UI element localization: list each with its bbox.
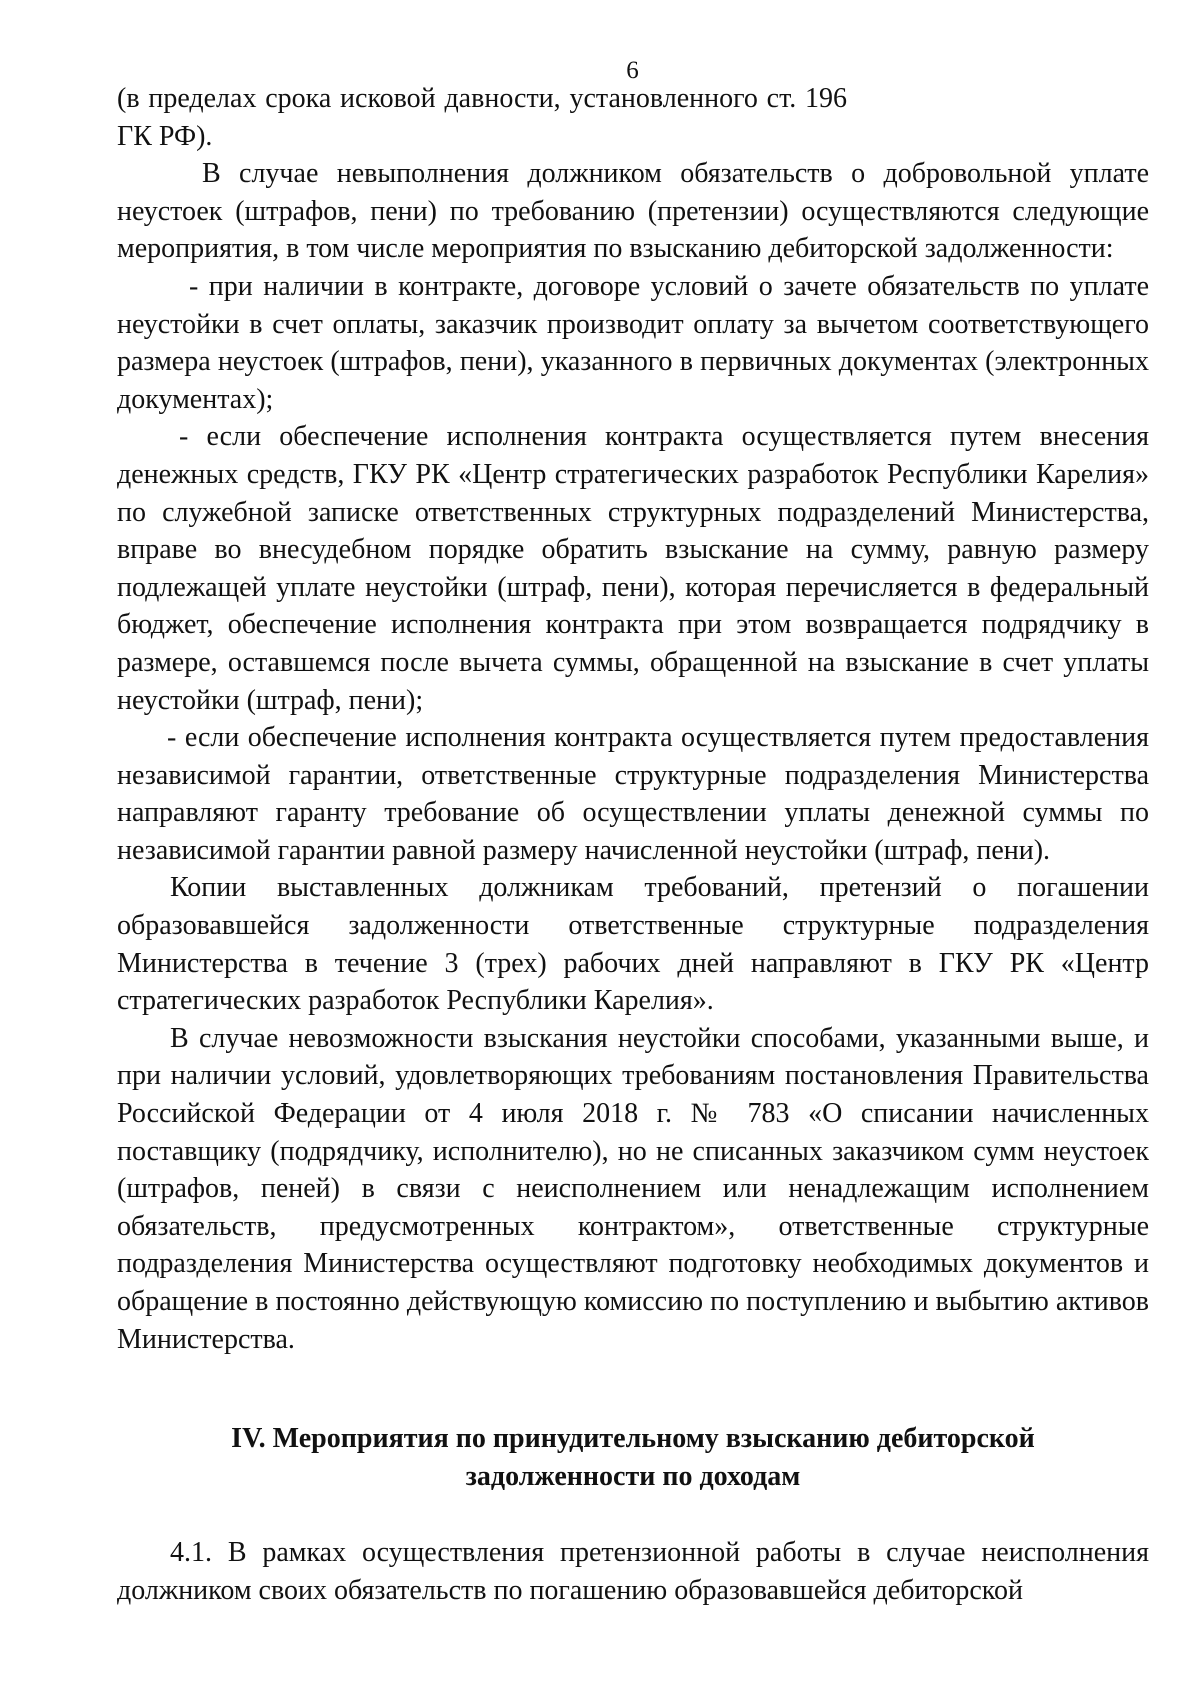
page-number: 6	[626, 57, 639, 84]
paragraph-continuation: (в пределах срока исковой давности, установленного ст. 196 ГК РФ).	[117, 83, 847, 152]
paragraph-cash-security-bullet: - если обеспечение исполнения контракта осуществляется путем внесения денежных средств, ГКУ РК «Центр стратегических разработок Республики Карелия» по служебной записке ответственных структурных подразделений Министерства, вправе во внесудебном порядке обратить взыскание на сумму, равную размеру подлежащей уплате неустойки (штраф, пени), которая перечисляется в федеральный бюджет, обеспечение исполнения контракта при этом возвращается подрядчику в размере, оставшемся после вычета суммы, обращенной на взыскание в счет уплаты неустойки (штраф, пени);	[117, 421, 1149, 716]
paragraph-4-1: 4.1. В рамках осуществления претензионной работы в случае неисполнения должником своих обязательств по погашению образовавшейся дебиторской	[117, 1537, 1149, 1606]
page-body	[117, 80, 1149, 1358]
paragraph-guarantee-bullet: - если обеспечение исполнения контракта осуществляется путем предоставления независимой гарантии, ответственные структурные подразделения Министерства направляют гаранту требование об осуществлении уплаты денежной суммы по независимой гарантии равной размеру начисленной неустойки (штраф, пени).	[117, 722, 1149, 866]
section-heading-line-1: IV. Мероприятия по принудительному взысканию дебиторской	[231, 1423, 1035, 1454]
section-heading-line-2: задолженности по доходам	[465, 1460, 801, 1492]
paragraph-failure-case: В случае невыполнения должником обязательств о добровольной уплате неустоек (штрафов, пени) по требованию (претензии) осуществляются следующие мероприятия, в том числе мероприятия по взысканию дебиторской задолженности:	[117, 158, 1149, 265]
paragraph-write-off: В случае невозможности взыскания неустойки способами, указанными выше, и при наличии условий, удовлетворяющих требованиям постановления Правительства Российской Федерации от 4 июля 2018 г. № 783 «О списании начисленных поставщику (подрядчику, исполнителю), но не списанных заказчиком сумм неустоек (штрафов, пеней) в связи с неисполнением или ненадлежащим исполнением обязательств, предусмотренных контрактом», ответственные структурные подразделения Министерства осуществляют подготовку необходимых документов и обращение в постоянно действующую комиссию по поступлению и выбытию активов Министерства.	[117, 1022, 1149, 1355]
section-4-1	[117, 1534, 1149, 1609]
paragraph-offset-bullet: - при наличии в контракте, договоре условий о зачете обязательств по уплате неустойки в счет оплаты, заказчик производит оплату за вычетом соответствующего размера неустоек (штрафов, пени), указанного в первичных документах (электронных документах);	[117, 270, 1149, 415]
section-heading	[117, 1420, 1149, 1495]
paragraph-copies: Копии выставленных должникам требований, претензий о погашении образовавшейся задолженности ответственные структурные подразделения Министерства в течение 3 (трех) рабочих дней направляют в ГКУ РК «Центр стратегических разработок Республики Карелия».	[117, 872, 1149, 1017]
